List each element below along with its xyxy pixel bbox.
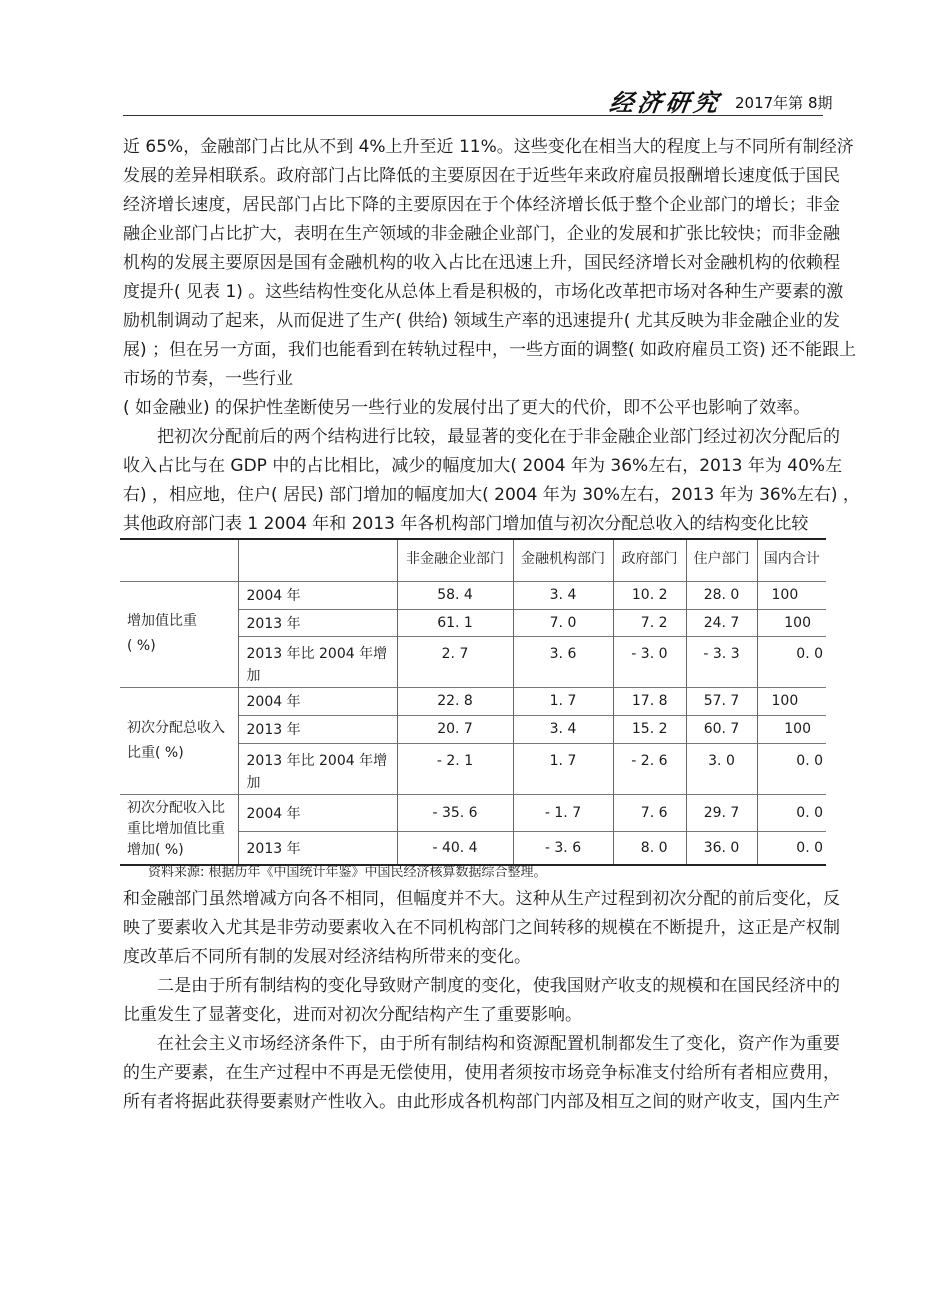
cell: 0. 0 (757, 794, 826, 831)
group-label-line: 增加( %) (127, 841, 184, 858)
cell: 60. 7 (686, 715, 757, 743)
cell: 36. 0 (686, 831, 757, 865)
table-row (120, 794, 826, 831)
cell: 20. 7 (397, 715, 513, 743)
cell: 1. 7 (513, 743, 613, 794)
cell: 24. 7 (686, 609, 757, 636)
cell: 22. 8 (397, 687, 513, 715)
text-line: 融企业部门占比扩大，表明在生产领域的非金融企业部门，企业的发展和扩张比较快；而非金融 (123, 224, 840, 244)
table-header-row (120, 539, 826, 581)
group-label-line: 重比增加值比重 (127, 820, 225, 837)
cell: 17. 8 (613, 687, 686, 715)
text-line: 收入占比与在 GDP 中的占比相比，减少的幅度加大( 2004 年为 36%左右，2013 年为 40%左 (123, 456, 843, 476)
cell: - 35. 6 (397, 794, 513, 831)
text-line: 在社会主义市场经济条件下，由于所有制结构和资源配置机制都发生了变化，资产作为重要 (157, 1034, 840, 1054)
row-label: 2013 年 (238, 715, 397, 743)
cell: 28. 0 (686, 581, 757, 609)
cell: 7. 6 (613, 794, 686, 831)
text-line: 励机制调动了起来，从而促进了生产( 供给) 领域生产率的迅速提升( 尤其反映为非金融企业的发 (123, 311, 840, 331)
cell: 0. 0 (757, 636, 826, 687)
cell: - 40. 4 (397, 831, 513, 865)
group-label-line: 初次分配收入比 (127, 799, 225, 816)
row-label: 2013 年比 2004 年增加 (238, 636, 397, 687)
sector-structure-table (120, 538, 826, 866)
body-text-bottom (123, 885, 840, 1117)
cell: 100 (757, 609, 826, 636)
table-title-line: 其他政府部门表 1 2004 年和 2013 年各机构部门增加值与初次分配总收入的结构变化比较 (123, 514, 809, 534)
cell: 7. 2 (613, 609, 686, 636)
row-label: 2004 年 (238, 687, 397, 715)
text-line: ( 如金融业) 的保护性垄断使另一些行业的发展付出了更大的代价，即不公平也影响了效率。 (123, 398, 811, 418)
cell: 58. 4 (397, 581, 513, 609)
header-cell: 非金融企业部门 (397, 539, 513, 581)
cell: 0. 0 (757, 831, 826, 865)
header-rule (123, 115, 823, 116)
text-line: 发展的差异相联系。政府部门占比降低的主要原因在于近些年来政府雇员报酬增长速度低于国民 (123, 166, 840, 186)
text-line: 右) ，相应地，住户( 居民) 部门增加的幅度加大( 2004 年为 30%左右，2013 年为 36%左右) ， (123, 485, 860, 505)
cell: 29. 7 (686, 794, 757, 831)
cell: 3. 4 (513, 581, 613, 609)
cell: 3. 4 (513, 715, 613, 743)
row-label: 2013 年 (238, 609, 397, 636)
cell: - 3. 6 (513, 831, 613, 865)
row-label: 2004 年 (238, 581, 397, 609)
text-line: 比重发生了显著变化，进而对初次分配结构产生了重要影响。 (123, 1005, 582, 1025)
cell: 61. 1 (397, 609, 513, 636)
header-cell: 政府部门 (613, 539, 686, 581)
text-line: 把初次分配前后的两个结构进行比较，最显著的变化在于非金融企业部门经过初次分配后的 (157, 427, 840, 447)
text-line: 所有者将据此获得要素财产性收入。由此形成各机构部门内部及相互之间的财产收支，国内生产 (123, 1092, 840, 1112)
text-line: 的生产要素，在生产过程中不再是无偿使用，使用者须按市场竞争标准支付给所有者相应费用， (123, 1063, 840, 1083)
body-text-top (123, 133, 860, 539)
group-label (120, 794, 238, 865)
cell: 0. 0 (757, 743, 826, 794)
text-line: 经济增长速度，居民部门占比下降的主要原因在于个体经济增长低于整个企业部门的增长；非金 (123, 195, 840, 215)
group-label (120, 581, 238, 687)
group-label-line: 比重( %) (127, 744, 184, 761)
cell: 1. 7 (513, 687, 613, 715)
text-line: 度提升( 见表 1) 。这些结构性变化从总体上看是积极的，市场化改革把市场对各种生产要素的激 (123, 282, 844, 302)
table-row (120, 687, 826, 715)
row-label: 2013 年 (238, 831, 397, 865)
cell: - 3. 3 (686, 636, 757, 687)
header-cell: 住户部门 (686, 539, 757, 581)
cell: 3. 0 (686, 743, 757, 794)
text-line: 展) ；但在另一方面，我们也能看到在转轨过程中，一些方面的调整( 如政府雇员工资) 还不能跟上 (123, 340, 857, 360)
text-line: 二是由于所有制结构的变化导致财产制度的变化，使我国财产收支的规模和在国民经济中的 (157, 976, 840, 996)
cell: 15. 2 (613, 715, 686, 743)
header-cell: 国内合计 (757, 539, 826, 581)
text-line: 和金融部门虽然增减方向各不相同，但幅度并不大。这种从生产过程到初次分配的前后变化，反 (123, 889, 840, 909)
cell: 7. 0 (513, 609, 613, 636)
group-label (120, 687, 238, 794)
cell: 3. 6 (513, 636, 613, 687)
header-cell: 金融机构部门 (513, 539, 613, 581)
cell: 10. 2 (613, 581, 686, 609)
text-line: 机构的发展主要原因是国有金融机构的收入占比在迅速上升，国民经济增长对金融机构的依赖程 (123, 253, 840, 273)
text-line: 映了要素收入尤其是非劳动要素收入在不同机构部门之间转移的规模在不断提升，这正是产权制 (123, 918, 840, 938)
header-cell-empty (238, 539, 397, 581)
cell: - 1. 7 (513, 794, 613, 831)
cell: - 2. 6 (613, 743, 686, 794)
text-line: 市场的节奏，一些行业 (123, 369, 293, 389)
cell: 100 (757, 715, 826, 743)
cell: - 2. 1 (397, 743, 513, 794)
text-line: 度改革后不同所有制的发展对经济结构所带来的变化。 (123, 947, 531, 967)
group-label-line: 初次分配总收入 (127, 719, 225, 736)
row-label: 2013 年比 2004 年增加 (238, 743, 397, 794)
issue-label: 2017年第 8期 (735, 94, 833, 112)
cell: 2. 7 (397, 636, 513, 687)
group-label-line: 增加值比重 (127, 613, 197, 629)
cell: 8. 0 (613, 831, 686, 865)
cell: - 3. 0 (613, 636, 686, 687)
table-source-note: 资料来源: 根据历年《中国统计年鉴》中国民经济核算数据综合整理。 (148, 865, 547, 880)
row-label: 2004 年 (238, 794, 397, 831)
cell: 100 (757, 687, 826, 715)
group-label-line: ( %) (127, 638, 156, 654)
text-line: 近 65%，金融部门占比从不到 4%上升至近 11%。这些变化在相当大的程度上与不同所有制经济 (123, 137, 854, 157)
journal-logo: 经济研究 (607, 88, 724, 117)
cell: 57. 7 (686, 687, 757, 715)
cell: 100 (757, 581, 826, 609)
table-row (120, 581, 826, 609)
header-cell-empty (120, 539, 238, 581)
